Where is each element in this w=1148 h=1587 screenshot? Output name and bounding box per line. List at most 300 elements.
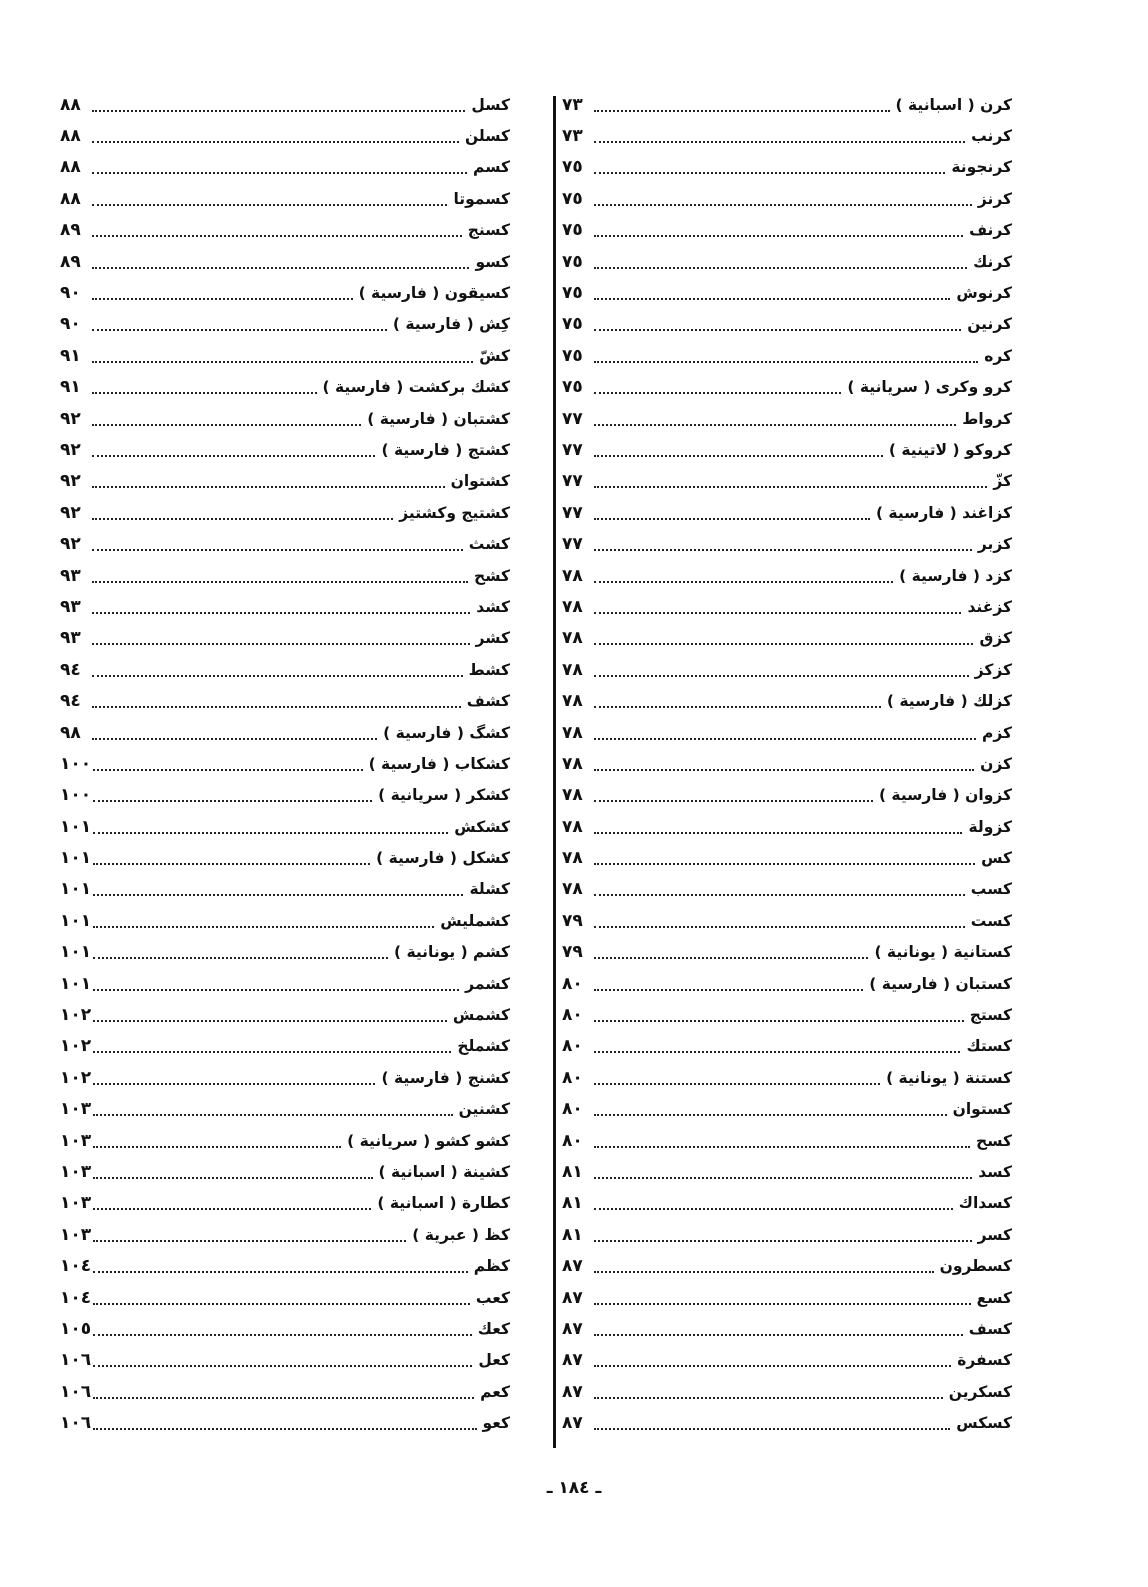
entry-page-number: ٧٥	[562, 314, 583, 335]
entry-term: كشط	[468, 660, 510, 679]
index-entry	[60, 1094, 510, 1125]
entry-term: كشك بركشت ( فارسية )	[322, 378, 510, 397]
entry-page-number: ٧٨	[562, 565, 583, 586]
entry-term: كسنج	[467, 221, 510, 240]
dot-leader	[594, 455, 883, 457]
entry-page-number: ٧٩	[562, 910, 583, 931]
entry-page-number: ٩٠	[60, 314, 81, 335]
entry-page-number: ٧٨	[562, 785, 583, 806]
dot-leader	[594, 1240, 972, 1242]
entry-page-number: ١٠١	[60, 816, 92, 837]
index-entry	[562, 560, 1012, 591]
dot-leader	[92, 518, 393, 520]
entry-page-number: ٧٧	[562, 408, 583, 429]
dot-leader	[93, 1240, 406, 1242]
entry-page-number: ٩٢	[60, 471, 81, 492]
dot-leader	[594, 1114, 947, 1116]
dot-leader	[594, 1020, 964, 1022]
dot-leader	[93, 800, 372, 802]
entry-term: كسكس	[956, 1414, 1012, 1433]
entry-page-number: ١٠٣	[60, 1099, 92, 1120]
entry-term: كشمر	[465, 974, 510, 993]
dot-leader	[93, 989, 459, 991]
entry-term: كزوان ( فارسية )	[878, 786, 1012, 805]
entry-page-number: ٧٥	[562, 377, 583, 398]
entry-page-number: ١٠١	[60, 910, 92, 931]
entry-page-number: ٧٧	[562, 502, 583, 523]
dot-leader	[92, 424, 361, 426]
index-entry	[562, 372, 1012, 403]
dot-leader	[92, 738, 377, 740]
entry-page-number: ٩٤	[60, 691, 81, 712]
index-entry	[562, 842, 1012, 873]
entry-term: كشكش	[454, 817, 510, 836]
index-entry	[60, 1062, 510, 1093]
dot-leader	[594, 800, 873, 802]
entry-term: كزد ( فارسية )	[899, 566, 1012, 585]
entry-term: كشكاب ( فارسية )	[368, 754, 510, 773]
dot-leader	[92, 267, 469, 269]
entry-page-number: ٨٠	[562, 1005, 583, 1026]
index-entry	[60, 183, 510, 214]
entry-term: كشح	[474, 566, 510, 585]
entry-term: كسر	[977, 1225, 1012, 1244]
index-entry	[60, 1125, 510, 1156]
index-entry	[562, 1062, 1012, 1093]
dot-leader	[594, 863, 975, 865]
dot-leader	[93, 1428, 476, 1430]
dot-leader	[92, 486, 445, 488]
entry-term: كرنين	[967, 315, 1012, 334]
index-entry	[60, 937, 510, 968]
dot-leader	[594, 1397, 943, 1399]
index-entry	[60, 215, 510, 246]
entry-page-number: ٨٨	[60, 157, 81, 178]
entry-page-number: ٧٨	[562, 691, 583, 712]
dot-leader	[594, 706, 881, 708]
dot-leader	[93, 1271, 468, 1273]
entry-page-number: ٩٠	[60, 283, 81, 304]
dot-leader	[93, 894, 463, 896]
dot-leader	[93, 926, 434, 928]
entry-term: كزغند	[967, 597, 1012, 616]
entry-page-number: ٨٨	[60, 188, 81, 209]
entry-page-number: ٧٨	[562, 722, 583, 743]
entry-page-number: ٨٧	[562, 1256, 583, 1277]
entry-page-number: ٩٣	[60, 596, 81, 617]
entry-term: كستوان	[952, 1100, 1012, 1119]
index-entry	[562, 1219, 1012, 1250]
entry-term: كسف	[968, 1319, 1012, 1338]
entry-term: كره	[984, 346, 1012, 365]
entry-term: كزولة	[968, 817, 1012, 836]
entry-page-number: ٧٧	[562, 534, 583, 555]
index-entry	[562, 434, 1012, 465]
entry-term: كرنجونة	[951, 158, 1012, 177]
entry-page-number: ٧٥	[562, 157, 583, 178]
dot-leader	[92, 141, 459, 143]
entry-page-number: ٨١	[562, 1193, 583, 1214]
index-entry	[60, 1219, 510, 1250]
dot-leader	[92, 455, 375, 457]
entry-term: كشينة ( اسبانية )	[378, 1162, 510, 1181]
dot-leader	[93, 1083, 375, 1085]
dot-leader	[594, 424, 956, 426]
dot-leader	[594, 392, 841, 394]
entry-page-number: ١٠٣	[60, 1130, 92, 1151]
entry-term: كزق	[979, 629, 1012, 648]
index-entry	[562, 654, 1012, 685]
dot-leader	[92, 612, 470, 614]
entry-page-number: ٨٠	[562, 1036, 583, 1057]
index-entry	[562, 120, 1012, 151]
entry-term: كطارة ( اسبانية )	[377, 1194, 510, 1213]
entry-page-number: ٧٧	[562, 471, 583, 492]
index-entry	[60, 560, 510, 591]
dot-leader	[93, 769, 362, 771]
index-entry	[60, 999, 510, 1030]
entry-page-number: ٧٨	[562, 848, 583, 869]
dot-leader	[594, 1365, 951, 1367]
index-entry	[562, 528, 1012, 559]
index-entry	[60, 372, 510, 403]
entry-term: كستنة ( يونانية )	[886, 1068, 1012, 1087]
index-entry	[60, 842, 510, 873]
index-entry	[562, 874, 1012, 905]
dot-leader	[594, 1177, 972, 1179]
entry-page-number: ٧٣	[562, 94, 583, 115]
dot-leader	[92, 110, 465, 112]
index-entry	[60, 717, 510, 748]
entry-term: كزبر	[977, 535, 1012, 554]
entry-page-number: ١٠٦	[60, 1381, 92, 1402]
dot-leader	[594, 675, 969, 677]
index-entry	[60, 654, 510, 685]
entry-page-number: ٨٧	[562, 1318, 583, 1339]
dot-leader	[92, 549, 463, 551]
entry-page-number: ٧٨	[562, 816, 583, 837]
entry-page-number: ١٠٦	[60, 1413, 92, 1434]
entry-page-number: ١٠٤	[60, 1256, 92, 1277]
entry-page-number: ٩٢	[60, 408, 81, 429]
index-entry	[562, 1313, 1012, 1344]
dot-leader	[594, 738, 976, 740]
dot-leader	[93, 1020, 447, 1022]
entry-page-number: ٩٨	[60, 722, 81, 743]
entry-page-number: ٩٢	[60, 439, 81, 460]
index-entry	[60, 277, 510, 308]
entry-term: كشتبان ( فارسية )	[367, 409, 510, 428]
index-entry	[60, 591, 510, 622]
entry-page-number: ٧٨	[562, 596, 583, 617]
entry-page-number: ٧٨	[562, 628, 583, 649]
entry-page-number: ٨٠	[562, 1099, 583, 1120]
entry-term: كسو	[475, 252, 510, 271]
entry-term: كسب	[970, 880, 1012, 899]
entry-term: كسم	[473, 158, 510, 177]
entry-term: كشتج ( فارسية )	[381, 440, 510, 459]
entry-term: كِش ( فارسية )	[392, 315, 510, 334]
entry-page-number: ٨٩	[60, 251, 81, 272]
entry-page-number: ١٠٢	[60, 1005, 92, 1026]
column-divider	[553, 96, 556, 1448]
index-entry	[60, 340, 510, 371]
index-entry	[60, 1345, 510, 1376]
index-entry	[562, 623, 1012, 654]
dot-leader	[93, 1334, 472, 1336]
dot-leader	[93, 863, 370, 865]
entry-page-number: ١٠١	[60, 942, 92, 963]
index-entry	[562, 1345, 1012, 1376]
index-entry	[60, 89, 510, 120]
index-entry	[60, 905, 510, 936]
dot-leader	[93, 1365, 472, 1367]
page-number-footer: ـ ١٨٤ ـ	[546, 1478, 602, 1498]
index-entry	[562, 1125, 1012, 1156]
dot-leader	[594, 894, 965, 896]
dot-leader	[594, 612, 961, 614]
entry-page-number: ٧٥	[562, 283, 583, 304]
entry-page-number: ١٠٠	[60, 753, 92, 774]
entry-term: كشد	[476, 597, 510, 616]
dot-leader	[594, 769, 974, 771]
index-entry	[60, 497, 510, 528]
index-entry	[60, 685, 510, 716]
entry-term: كعم	[480, 1382, 510, 1401]
dot-leader	[93, 1177, 372, 1179]
dot-leader	[93, 832, 448, 834]
entry-page-number: ١٠٠	[60, 785, 92, 806]
index-entry	[562, 497, 1012, 528]
index-entry	[562, 905, 1012, 936]
entry-page-number: ٨٨	[60, 94, 81, 115]
entry-term: كشّ	[479, 346, 510, 365]
entry-term: كشملخ	[457, 1037, 510, 1056]
index-entry	[60, 403, 510, 434]
entry-term: كشم ( يونانية )	[393, 943, 510, 962]
index-entry	[562, 340, 1012, 371]
entry-page-number: ١٠٣	[60, 1193, 92, 1214]
entry-page-number: ٧٨	[562, 659, 583, 680]
entry-page-number: ٧٥	[562, 251, 583, 272]
index-entry	[562, 999, 1012, 1030]
entry-term: كشث	[468, 535, 510, 554]
dot-leader	[93, 1051, 451, 1053]
entry-page-number: ٧٣	[562, 126, 583, 147]
entry-page-number: ٩٣	[60, 565, 81, 586]
dot-leader	[92, 675, 463, 677]
index-entry	[562, 152, 1012, 183]
entry-page-number: ٨١	[562, 1161, 583, 1182]
index-entry	[562, 591, 1012, 622]
dot-leader	[92, 329, 387, 331]
entry-term: كزم	[981, 723, 1012, 742]
index-entry	[562, 215, 1012, 246]
dot-leader	[594, 172, 945, 174]
index-entry	[60, 1188, 510, 1219]
dot-leader	[93, 1114, 452, 1116]
dot-leader	[93, 1303, 470, 1305]
dot-leader	[594, 141, 965, 143]
entry-term: كستج	[969, 1006, 1012, 1025]
entry-term: كرن ( اسبانية )	[895, 95, 1012, 114]
index-entry	[562, 1250, 1012, 1281]
entry-page-number: ٩١	[60, 377, 81, 398]
entry-term: كسداك	[958, 1194, 1012, 1213]
dot-leader	[594, 549, 972, 551]
entry-term: كشلة	[469, 880, 510, 899]
dot-leader	[93, 1146, 341, 1148]
entry-page-number: ٨٠	[562, 973, 583, 994]
index-entry	[562, 685, 1012, 716]
index-entry	[60, 434, 510, 465]
dot-leader	[594, 1428, 950, 1430]
dot-leader	[93, 957, 388, 959]
dot-leader	[92, 706, 461, 708]
entry-page-number: ١٠٤	[60, 1287, 92, 1308]
index-entry	[60, 748, 510, 779]
entry-term: كرنز	[977, 189, 1012, 208]
entry-term: كزلك ( فارسية )	[886, 692, 1012, 711]
entry-page-number: ٧٩	[562, 942, 583, 963]
entry-term: كسح	[976, 1131, 1012, 1150]
entry-term: كعل	[478, 1351, 510, 1370]
dot-leader	[92, 643, 470, 645]
entry-term: كرنك	[973, 252, 1012, 271]
entry-page-number: ١٠٣	[60, 1224, 92, 1245]
index-entry	[562, 1407, 1012, 1438]
index-entry	[562, 968, 1012, 999]
index-entry	[562, 937, 1012, 968]
index-entry	[562, 1094, 1012, 1125]
index-entry	[562, 1156, 1012, 1187]
index-column-right	[562, 89, 1012, 1439]
dot-leader	[92, 172, 467, 174]
entry-term: كرواط	[962, 409, 1012, 428]
dot-leader	[93, 1208, 371, 1210]
index-entry	[60, 246, 510, 277]
entry-term: كشگ ( فارسية )	[383, 723, 510, 742]
index-entry	[562, 277, 1012, 308]
index-entry	[562, 1376, 1012, 1407]
entry-page-number: ٩٣	[60, 628, 81, 649]
dot-leader	[594, 1083, 880, 1085]
entry-page-number: ٨٠	[562, 1067, 583, 1088]
index-entry	[60, 1376, 510, 1407]
entry-page-number: ٧٥	[562, 220, 583, 241]
index-entry	[562, 246, 1012, 277]
entry-term: كظم	[473, 1257, 510, 1276]
entry-term: كستانية ( يونانية )	[874, 943, 1012, 962]
entry-term: كسد	[978, 1162, 1012, 1181]
dot-leader	[594, 1208, 953, 1210]
dot-leader	[594, 957, 868, 959]
dot-leader	[594, 1334, 963, 1336]
entry-term: كشنين	[458, 1100, 510, 1119]
entry-term: كست	[970, 911, 1012, 930]
index-entry	[60, 528, 510, 559]
entry-page-number: ١٠٢	[60, 1067, 92, 1088]
dot-leader	[594, 518, 870, 520]
dot-leader	[92, 298, 353, 300]
entry-term: كرو وكرى ( سريانية )	[847, 378, 1012, 397]
index-entry	[60, 1031, 510, 1062]
index-entry	[60, 1282, 510, 1313]
dot-leader	[594, 581, 893, 583]
dot-leader	[92, 581, 468, 583]
entry-term: كشر	[475, 629, 510, 648]
index-entry	[562, 717, 1012, 748]
dot-leader	[92, 204, 447, 206]
dot-leader	[594, 204, 972, 206]
dot-leader	[594, 267, 967, 269]
dot-leader	[594, 1303, 971, 1305]
entry-term: كسفرة	[957, 1351, 1012, 1370]
entry-term: كزكز	[974, 660, 1012, 679]
index-column-left	[60, 89, 510, 1439]
entry-term: كشكر ( سريانية )	[378, 786, 510, 805]
dot-leader	[92, 361, 473, 363]
entry-term: كعو	[482, 1414, 510, 1433]
index-entry	[60, 466, 510, 497]
dot-leader	[594, 486, 987, 488]
index-entry	[562, 466, 1012, 497]
entry-term: كشو كشو ( سريانية )	[347, 1131, 510, 1150]
index-entry	[60, 874, 510, 905]
entry-page-number: ٩٢	[60, 534, 81, 555]
entry-page-number: ٧٨	[562, 879, 583, 900]
entry-page-number: ١٠١	[60, 879, 92, 900]
entry-page-number: ٨٧	[562, 1381, 583, 1402]
entry-term: كزن	[980, 754, 1012, 773]
entry-page-number: ١٠٣	[60, 1161, 92, 1182]
dot-leader	[594, 926, 965, 928]
entry-term: كرنف	[969, 221, 1012, 240]
index-entry	[60, 152, 510, 183]
index-entry	[562, 1031, 1012, 1062]
dot-leader	[92, 235, 462, 237]
entry-page-number: ٨١	[562, 1224, 583, 1245]
dot-leader	[594, 1051, 960, 1053]
entry-term: كشتوان	[450, 472, 510, 491]
index-entry	[562, 780, 1012, 811]
entry-term: كسموتا	[453, 189, 510, 208]
entry-term: كشمش	[452, 1006, 510, 1025]
entry-term: كشمليش	[440, 911, 510, 930]
entry-term: كظ ( عبرية )	[412, 1225, 510, 1244]
entry-page-number: ٩٢	[60, 502, 81, 523]
index-entry	[60, 1313, 510, 1344]
entry-term: كروكو ( لاتينية )	[888, 440, 1012, 459]
dot-leader	[594, 235, 963, 237]
entry-page-number: ٧٨	[562, 753, 583, 774]
dot-leader	[594, 832, 962, 834]
dot-leader	[594, 643, 973, 645]
entry-page-number: ٧٧	[562, 439, 583, 460]
index-entry	[562, 1282, 1012, 1313]
index-entry	[60, 1407, 510, 1438]
index-entry	[562, 1188, 1012, 1219]
entry-term: كشنج ( فارسية )	[381, 1068, 510, 1087]
index-entry	[60, 623, 510, 654]
entry-page-number: ١٠١	[60, 973, 92, 994]
index-entry	[562, 748, 1012, 779]
index-entry	[60, 120, 510, 151]
dot-leader	[594, 1271, 934, 1273]
entry-term: كسع	[976, 1288, 1012, 1307]
index-entry	[562, 309, 1012, 340]
entry-page-number: ٨٠	[562, 1130, 583, 1151]
